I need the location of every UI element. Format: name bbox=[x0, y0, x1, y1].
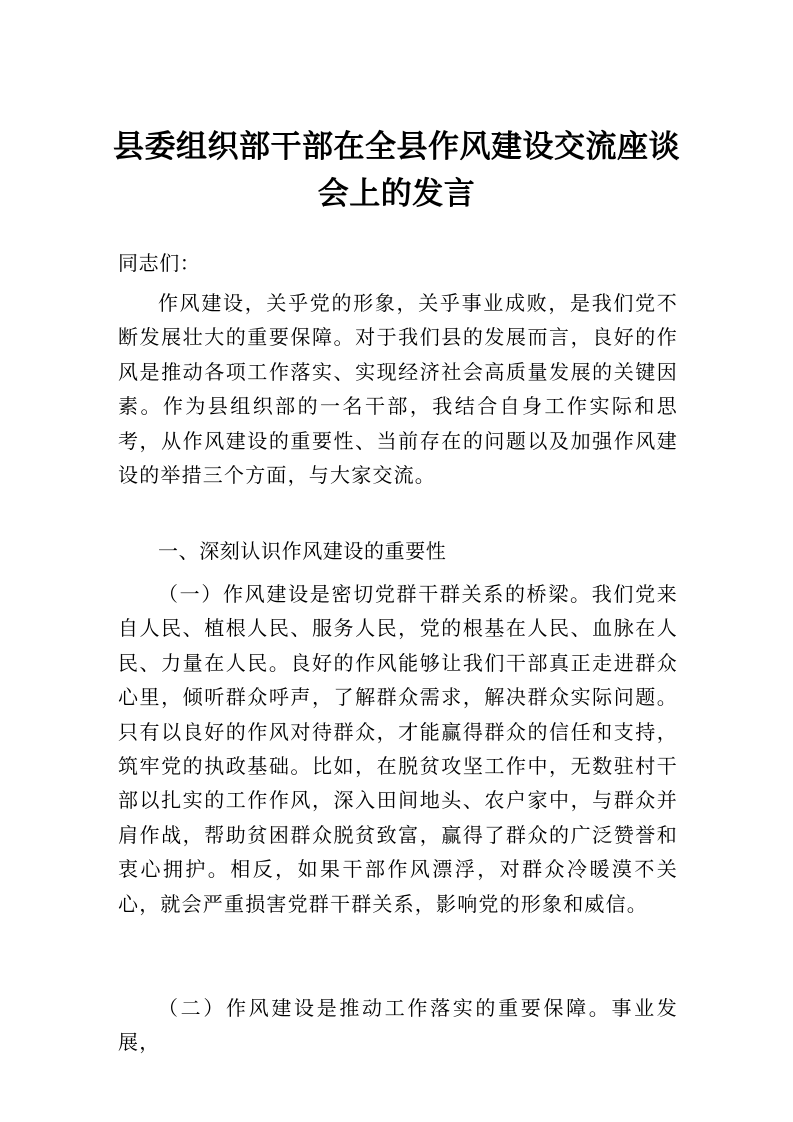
paragraph-section-1-2: （二）作风建设是推动工作落实的重要保障。事业发展， bbox=[118, 996, 678, 1055]
paragraph-section-1-1: （一）作风建设是密切党群干群关系的桥梁。我们党来自人民、植根人民、服务人民，党的根基在人民、血脉在人民、力量在人民。良好的作风能够让我们干部真正走进群众心里，倾听群众呼声，了解群众需求，解决群众实际问题。只有以良好的作风对待群众，才能赢得群众的信任和支持，筑牢党的执政基础。比如，在脱贫攻坚工作中，无数驻村干部以扎实的工作作风，深入田间地头、农户家中，与群众并肩作战，帮助贫困群众脱贫致富，赢得了群众的广泛赞誉和衷心拥护。相反，如果干部作风漂浮，对群众冷暖漠不关心，就会严重损害党群干群关系，影响党的形象和威信。 bbox=[118, 582, 678, 916]
section-heading-1: 一、深刻认识作风建设的重要性 bbox=[158, 539, 447, 563]
document-title-line-2: 会上的发言 bbox=[317, 176, 476, 212]
document-title-line-1: 县委组织部干部在全县作风建设交流座谈 bbox=[113, 129, 680, 165]
salutation: 同志们： bbox=[118, 251, 201, 275]
paragraph-intro: 作风建设，关乎党的形象，关乎事业成败，是我们党不断发展壮大的重要保障。对于我们县的发展而言，良好的作风是推动各项工作落实、实现经济社会高质量发展的关键因素。作为县组织部的一名干部，我结合自身工作实际和思考，从作风建设的重要性、当前存在的问题以及加强作风建设的举措三个方面，与大家交流。 bbox=[118, 291, 678, 488]
